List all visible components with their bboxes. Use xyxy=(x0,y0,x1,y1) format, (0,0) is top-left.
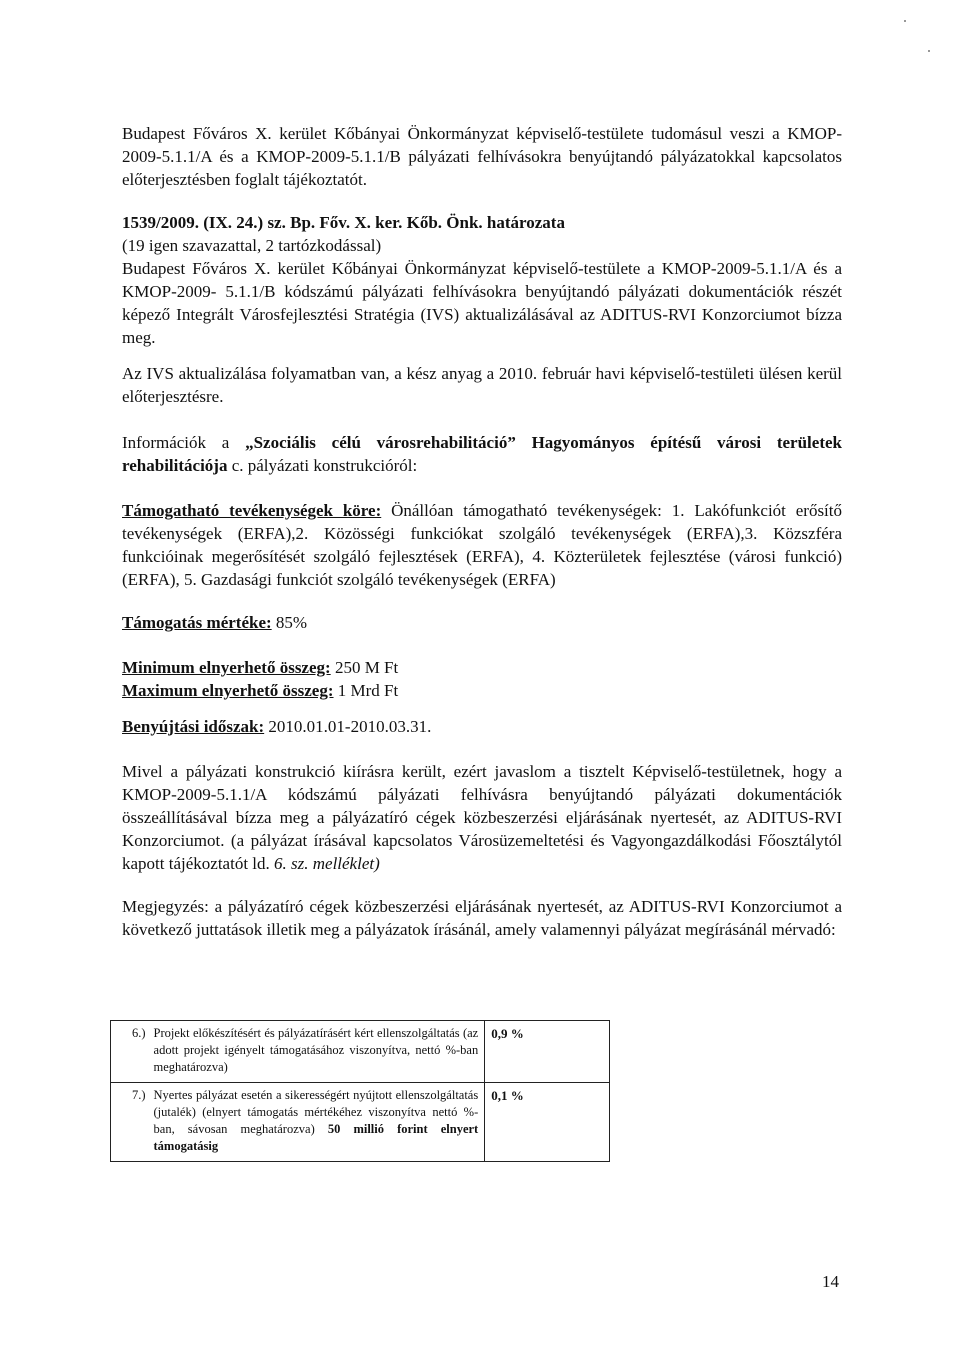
fee-table xyxy=(110,1020,610,1162)
fee-row-description-text: Projekt előkészítésért és pályázatírásért kért ellenszolgáltatás (az adott projekt igényelt támogatásához viszonyítva, nettó %-ban meghatározva) xyxy=(153,1026,479,1074)
activities-text: Önállóan támogatható tevékenységek: 1. Lakófunkciót erősítő tevékenységek (ERFA),2. Közösségi funkciókat szolgáló tevékenységek (ERFA),3. Közszféra funkcióinak megerősítését szolgáló fejlesztések (ERFA), 4. Közterületek fejlesztése (városi funkció) (ERFA), 5. Gazdasági funkciót szolgáló tevékenységek (ERFA) xyxy=(122,501,843,589)
fee-row-description xyxy=(148,1021,485,1083)
support-rate-line xyxy=(122,611,842,634)
ivs-status-paragraph xyxy=(122,362,842,408)
min-amount-label: Minimum elnyerhető összeg: xyxy=(122,658,331,677)
info-prefix: Információk a xyxy=(122,433,246,452)
fee-row-description xyxy=(148,1083,485,1162)
scan-speck xyxy=(904,20,906,22)
amount-block xyxy=(122,656,842,702)
proposal-text: Mivel a pályázati konstrukció kiírásra került, ezért javaslom a tisztelt Képviselő-testületnek, hogy a KMOP-2009-5.1.1/A kódszámú pályázati felhívásra benyújtandó pályázati dokumentációk összeállításával bízza meg a pályázatíró cégek közbeszerzési eljárásának nyertesét, az ADITUS-RVI Konzorciumot. (a pályázat írásával kapcsolatos Városüzemeltetési és Vagyongazdálkodási Főosztálytól kapott tájékoztatót ld. xyxy=(122,762,842,873)
intro-text: Budapest Főváros X. kerület Kőbányai Önkormányzat képviselő-testülete tudomásul veszi a KMOP-2009-5.1.1/A és a KMOP-2009-5.1.1/B pályázati felhívásokra benyújtandó pályázatokkal kapcsolatos előterjesztésben foglalt tájékoztatót. xyxy=(122,124,842,189)
table-row xyxy=(111,1021,610,1083)
submission-line xyxy=(122,715,842,738)
support-rate-value: 85% xyxy=(271,613,308,632)
intro-paragraph xyxy=(122,122,842,191)
proposal-ref: 6. sz. melléklet) xyxy=(274,854,380,873)
activities-paragraph xyxy=(122,499,842,591)
fee-row-number: 7.) xyxy=(111,1083,148,1162)
support-rate-label: Támogatás mértéke: xyxy=(122,613,272,632)
fee-row-value: 0,1 % xyxy=(485,1083,610,1162)
activities-label: Támogatható tevékenységek köre: xyxy=(122,501,382,520)
fee-row-number: 6.) xyxy=(111,1021,148,1083)
max-amount-value: 1 Mrd Ft xyxy=(333,681,399,700)
note-paragraph xyxy=(122,895,842,941)
max-amount-label: Maximum elnyerhető összeg: xyxy=(122,681,334,700)
scan-speck xyxy=(928,50,930,52)
ivs-status-text: Az IVS aktualizálása folyamatban van, a kész anyag a 2010. február havi képviselő-testületi ülésen kerül előterjesztésre. xyxy=(122,364,842,406)
resolution-votes: (19 igen szavazattal, 2 tartózkodással) xyxy=(122,236,382,255)
submission-value: 2010.01.01-2010.03.31. xyxy=(264,717,432,736)
info-title: „Szociális célú városrehabilitáció” Hagyományos építésű városi területek rehabilitációja xyxy=(122,433,842,475)
resolution-number: 1539/2009. (IX. 24.) sz. Bp. Főv. X. ker. Kőb. Önk. határozata xyxy=(122,213,565,232)
page-number: 14 xyxy=(822,1272,839,1291)
resolution-block xyxy=(122,211,842,349)
fee-row-description-text: Nyertes pályázat esetén a sikerességért nyújtott ellenszolgáltatás (jutalék) (elnyert támogatás mértékéhez viszonyítva nettó %-ban, sávosan meghatározva) xyxy=(153,1088,479,1136)
note-text: Megjegyzés: a pályázatíró cégek közbeszerzési eljárásának nyertesét, az ADITUS-RVI Konzorciumot a következő juttatások illetik meg a pályázatok írásánál, amely valamennyi pályázat megírásánál mérvadó: xyxy=(122,897,842,939)
fee-row-description-bold: 50 millió forint elnyert támogatásig xyxy=(153,1122,479,1153)
resolution-text: Budapest Főváros X. kerület Kőbányai Önkormányzat képviselő-testülete a KMOP-2009-5.1.1/A és a KMOP-2009- 5.1.1/B kódszámú pályázati felhívásokra benyújtandó pályázati dokumentációk részét képező Integrált Városfejlesztési Stratégia (IVS) aktualizálásával az ADITUS-RVI Konzorciumot bízza meg. xyxy=(122,259,842,347)
info-heading xyxy=(122,431,842,477)
info-suffix: c. pályázati konstrukcióról: xyxy=(227,456,418,475)
proposal-paragraph xyxy=(122,760,842,875)
fee-row-value: 0,9 % xyxy=(485,1021,610,1083)
table-row xyxy=(111,1083,610,1162)
submission-label: Benyújtási időszak: xyxy=(122,717,265,736)
min-amount-value: 250 M Ft xyxy=(330,658,399,677)
